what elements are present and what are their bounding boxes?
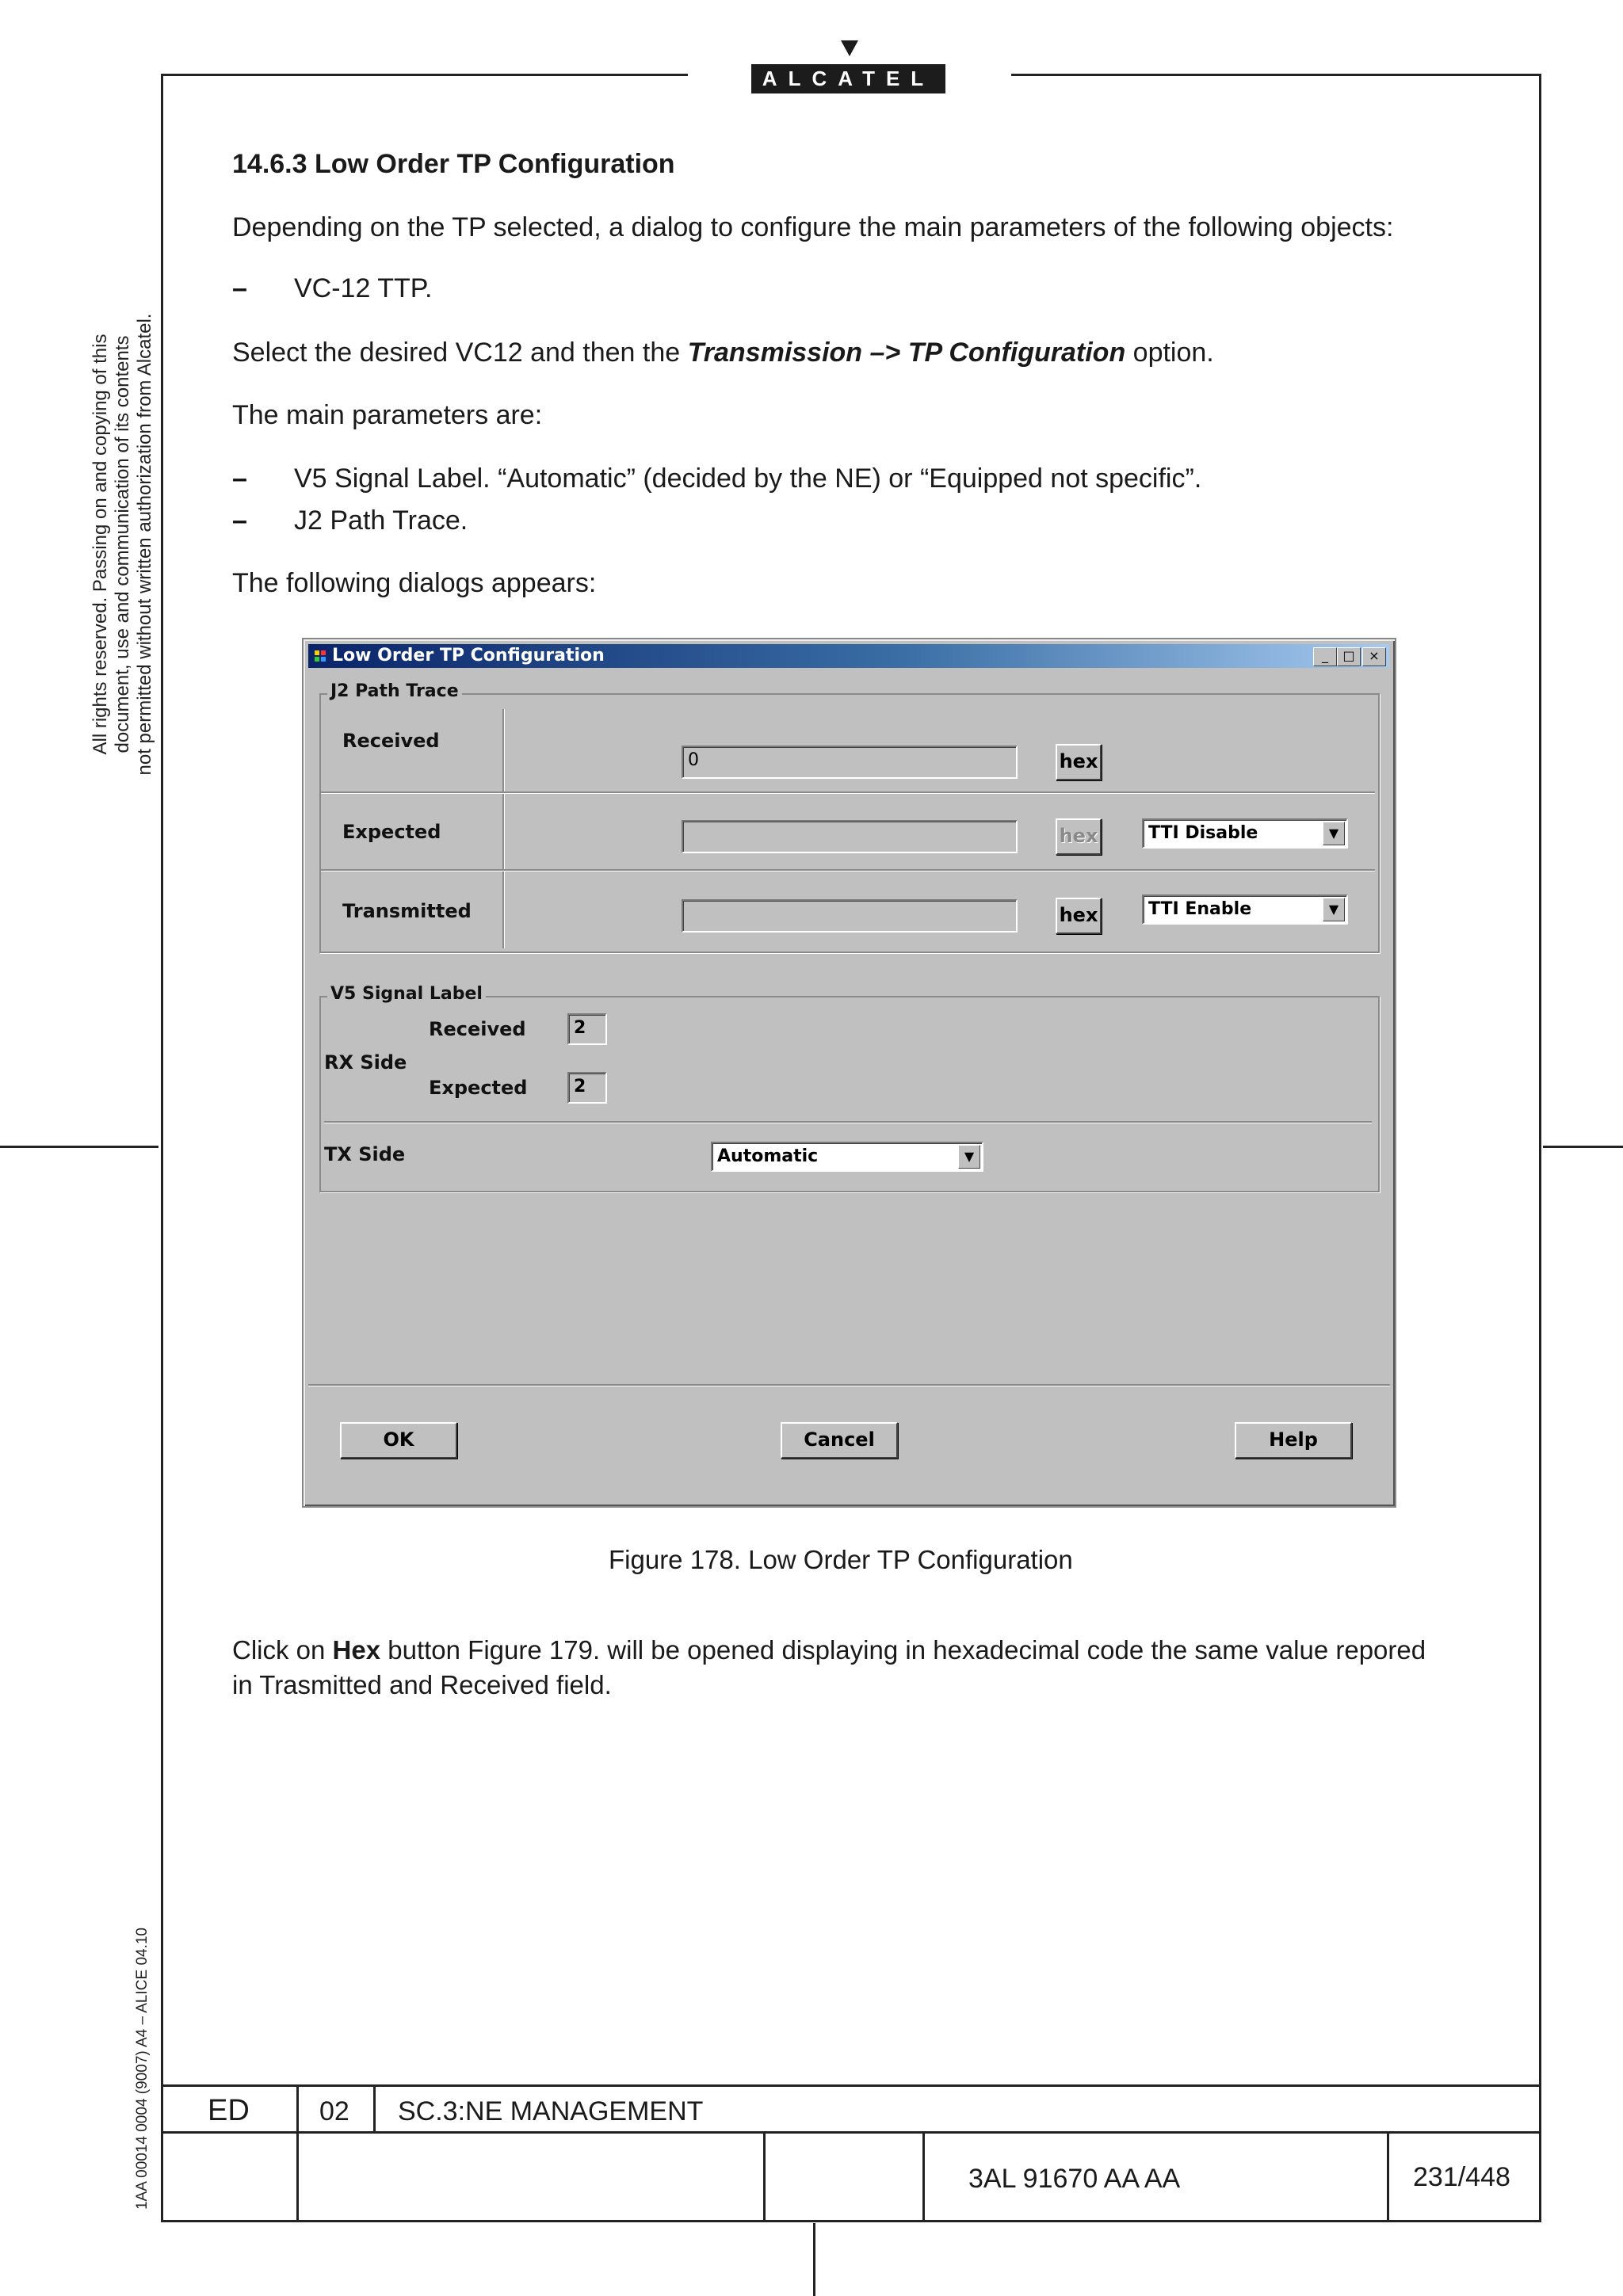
- select-prefix: Select the desired VC12 and then the: [232, 338, 688, 368]
- footer-mid-line: [161, 2131, 1541, 2134]
- expected-hex-button[interactable]: hex: [1056, 818, 1102, 855]
- close-icon[interactable]: ×: [1362, 647, 1386, 666]
- expected-field[interactable]: [682, 820, 1018, 853]
- footer-ed-label: ED: [208, 2094, 250, 2127]
- select-suffix: option.: [1125, 338, 1214, 368]
- transmitted-label: Transmitted: [342, 900, 472, 922]
- expected-tti-value: TTI Disable: [1148, 823, 1258, 843]
- hex-suffix: button Figure 179. will be opened displaying in hexadecimal code the same value repored: [380, 1635, 1426, 1665]
- footer-col-4: [922, 2131, 925, 2222]
- cancel-button[interactable]: Cancel: [781, 1422, 898, 1459]
- chevron-down-icon[interactable]: ▼: [958, 1145, 980, 1169]
- footer-section: SC.3:NE MANAGEMENT: [398, 2096, 704, 2126]
- params-intro: The main parameters are:: [232, 400, 543, 430]
- footer-doc-code: 3AL 91670 AA AA: [968, 2164, 1181, 2194]
- menu-path: Transmission –> TP Configuration: [687, 338, 1126, 368]
- cut-mark-right: [1543, 1146, 1623, 1148]
- dialog-titlebar: [308, 644, 1389, 668]
- bullet-dash: –: [232, 463, 247, 494]
- tp-config-dialog: [302, 638, 1396, 1508]
- expected-tti-select[interactable]: [1142, 818, 1348, 849]
- section-heading: 14.6.3 Low Order TP Configuration: [232, 149, 675, 179]
- rights-line-1: All rights reserved. Passing on and copying of this: [90, 334, 111, 755]
- v5-received-field: 2: [567, 1013, 607, 1045]
- j2-divider-1: [321, 791, 1375, 793]
- chevron-down-icon[interactable]: ▼: [1323, 822, 1345, 845]
- v5-divider: [324, 1121, 1372, 1123]
- dialog-title: Low Order TP Configuration: [332, 646, 605, 666]
- dialogs-intro: The following dialogs appears:: [232, 568, 597, 598]
- rights-line-3: not permitted without written authorization from Alcatel.: [134, 313, 155, 776]
- received-hex-button[interactable]: hex: [1056, 744, 1102, 780]
- hex-paragraph-line1: [232, 1635, 1426, 1665]
- rx-side-label: RX Side: [324, 1051, 407, 1074]
- form-code: 1AA 00014 0004 (9007) A4 – ALICE 04.10: [134, 1928, 151, 2210]
- ok-button[interactable]: OK: [340, 1422, 457, 1459]
- j2-group-label: J2 Path Trace: [327, 681, 462, 701]
- figure-caption: Figure 178. Low Order TP Configuration: [609, 1545, 1073, 1574]
- rights-notice: [90, 283, 156, 806]
- param-j2: J2 Path Trace.: [294, 505, 468, 536]
- bullet-dash: –: [232, 273, 247, 303]
- object-item: VC-12 TTP.: [294, 273, 433, 303]
- chevron-down-icon[interactable]: ▼: [1323, 898, 1345, 921]
- hex-prefix: Click on: [232, 1635, 333, 1665]
- v5-expected-label: Expected: [429, 1077, 528, 1099]
- footer-col-3: [763, 2131, 766, 2222]
- received-label: Received: [342, 730, 440, 752]
- tx-side-select[interactable]: [711, 1142, 983, 1172]
- v5-group-label: V5 Signal Label: [327, 984, 486, 1004]
- tx-side-value: Automatic: [717, 1146, 819, 1166]
- transmitted-field[interactable]: [682, 899, 1018, 933]
- maximize-icon[interactable]: □: [1337, 647, 1361, 666]
- bullet-dash: –: [232, 505, 247, 536]
- tx-side-label: TX Side: [324, 1143, 406, 1165]
- minimize-icon[interactable]: _: [1313, 647, 1337, 666]
- v5-received-label: Received: [429, 1018, 526, 1040]
- alcatel-logo: ALCATEL: [751, 64, 945, 93]
- cut-mark-left: [0, 1146, 158, 1148]
- cut-mark-bottom: [813, 2223, 815, 2296]
- footer-col-2: [373, 2084, 376, 2134]
- hex-word: Hex: [332, 1635, 381, 1665]
- button-bar-divider: [308, 1384, 1390, 1386]
- help-button[interactable]: Help: [1235, 1422, 1352, 1459]
- footer-page-number: 231/448: [1413, 2162, 1510, 2192]
- app-icon: [315, 650, 326, 662]
- footer-col-5: [1387, 2131, 1389, 2222]
- v5-expected-field[interactable]: 2: [567, 1072, 607, 1104]
- intro-text: Depending on the TP selected, a dialog to configure the main parameters of the following objects:: [232, 212, 1394, 242]
- footer-col-1: [296, 2084, 299, 2222]
- expected-label: Expected: [342, 821, 441, 843]
- j2-divider-2: [321, 869, 1375, 871]
- transmitted-tti-value: TTI Enable: [1148, 899, 1252, 919]
- logo-triangle-icon: [841, 40, 858, 56]
- hex-paragraph-line2: in Trasmitted and Received field.: [232, 1670, 612, 1699]
- footer-top-line: [161, 2084, 1541, 2087]
- rights-line-2: document, use and communication of its contents: [112, 335, 133, 753]
- transmitted-tti-select[interactable]: [1142, 894, 1348, 925]
- select-instruction: [232, 338, 1214, 368]
- received-field: 0: [682, 746, 1018, 779]
- j2-divider-vertical: [502, 709, 504, 948]
- param-v5: V5 Signal Label. “Automatic” (decided by the NE) or “Equipped not specific”.: [294, 463, 1202, 494]
- transmitted-hex-button[interactable]: hex: [1056, 898, 1102, 934]
- footer-ed-number: 02: [319, 2096, 349, 2126]
